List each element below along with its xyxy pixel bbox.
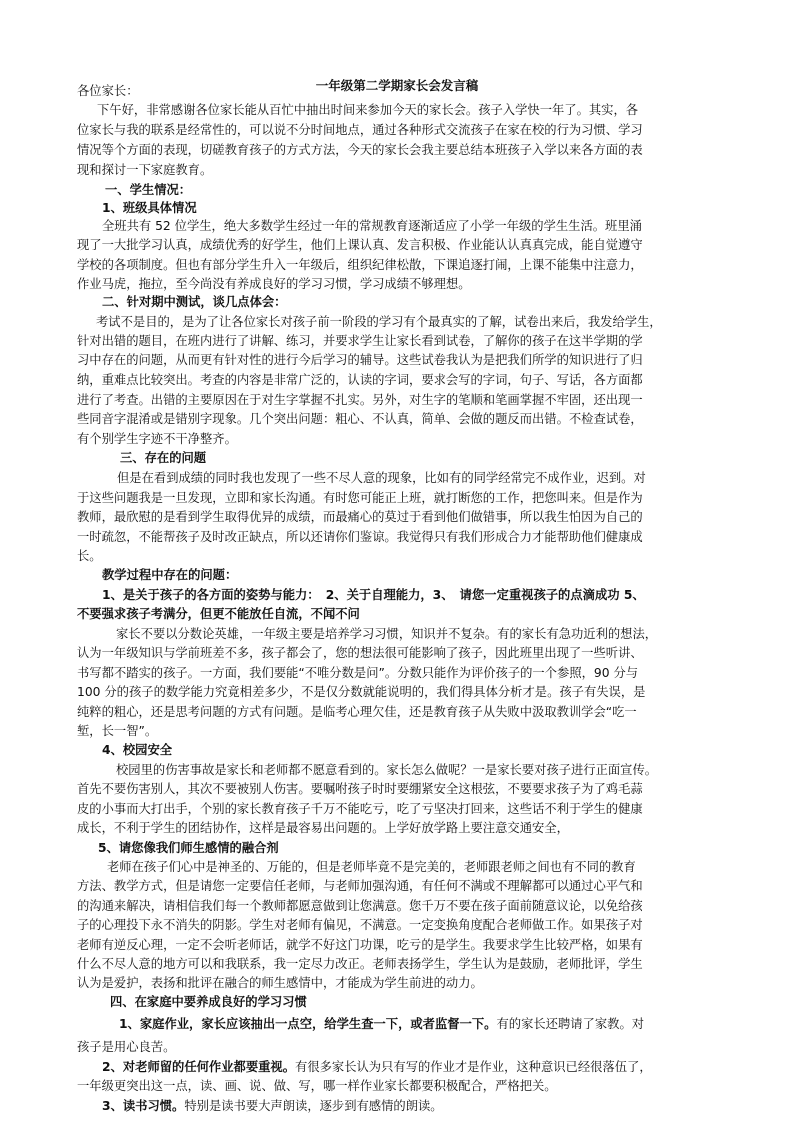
text-line (77, 236, 643, 255)
body-text: 一时疏忽，不能帮孩子及时改正缺点，所以还请你们鉴谅。我觉得只有我们形成合力才能帮助他们健康成 (77, 530, 643, 544)
body-text: 进行了考查。出错的主要原因在于对生字掌握不扎实。另外，对生字的笔顺和笔画掌握不牢固，还出现一 (77, 393, 643, 407)
body-text: 情况等个方面的表现，切磋教育孩子的方式方法，今天的家长会我主要总结本班孩子入学以来各方面的表 (77, 143, 643, 157)
text-line (77, 489, 643, 508)
body-text: 堑，长一智”。 (77, 724, 158, 738)
text-line (77, 644, 643, 663)
body-text: 各位家长： (77, 84, 139, 98)
body-text: 下午好，非常感谢各位家长能从百忙中抽出时间来参加今天的家长会。孩子入学快一年了。其实，各 (97, 103, 639, 117)
text-line (102, 586, 645, 605)
text-line (102, 217, 642, 236)
body-text: 于这些问题我是一旦发现，立即和家长沟通。有时您可能正上班，就打断您的工作，把您叫来。但是作为 (77, 491, 643, 505)
text-line (77, 161, 212, 180)
text-line (77, 547, 102, 566)
text-line (117, 469, 646, 488)
body-text: 现了一大批学习认真，成绩优秀的好学生，他们上课认真、发言积极、作业能认认真真完成，能自觉遵守 (77, 238, 643, 252)
text-line (77, 974, 483, 993)
text-line (77, 897, 643, 916)
text-line (102, 741, 172, 760)
heading-text: 二、针对期中测试，谈几点体会： (102, 295, 287, 309)
heading-text: 1、班级具体情况 (102, 201, 197, 215)
text-line (102, 566, 237, 585)
heading-text: 4、校园安全 (102, 743, 173, 757)
heading-text: 1、是关于孩子的各方面的姿势与能力： 2、关于自理能力，3、 请您一定重视孩子的点滴成功 5、 (102, 588, 645, 602)
text-line (96, 313, 662, 332)
body-text: 皮的小事而大打出手，个别的家长教育孩子千万不能吃亏，吃了亏坚决打回来，这些话不利于学生的健康 (77, 802, 643, 816)
heading-text: 三、存在的问题 (120, 451, 207, 465)
text-line (102, 1097, 443, 1116)
text-line (77, 936, 643, 955)
text-line (77, 528, 643, 547)
body-text: 孩子是用心良苦。 (77, 1040, 176, 1054)
body-text: 成长，不利于学生的团结协作，这样是最容易出问题的。上学好放学路上要注意交通安全， (77, 821, 569, 835)
text-line (77, 877, 643, 896)
body-text: 书写都不踏实的孩子。一方面，我们要能“不唯分数是问”。分数只能作为评价孩子的一个参照，90 分与 (77, 666, 639, 680)
heading-text: 一、学生情况： (105, 183, 192, 197)
body-text: 首先不要伤害别人，其次不要被别人伤害。要嘱咐孩子时时要绷紧安全这根弦，不要要求孩子为了鸡毛蒜 (77, 782, 643, 796)
body-text: 有很多家长认为只有写的作业才是作业，这种意识已经很落伍了， (295, 1060, 652, 1074)
text-line (77, 121, 643, 140)
body-text: 校园里的伤害事故是家长和老师都不愿意看到的。家长怎么做呢？一是家长要对孩子进行正面宣传。 (116, 763, 658, 777)
body-text: 习中存在的问题，从而更有针对性的进行今后学习的辅导。这些试卷我认为是把我们所学的知识进行了归 (77, 353, 643, 367)
text-line (119, 1015, 644, 1034)
text-line (77, 82, 139, 101)
text-line (77, 141, 643, 160)
text-line (77, 780, 643, 799)
body-text: 有个别学生字迹不干净整齐。 (77, 432, 237, 446)
heading-text: 3、读书习惯。 (102, 1099, 185, 1113)
body-text: 针对出错的题目，在班内进行了讲解、练习，并要求学生让家长看到试卷，了解你的孩子在这半学期的学 (77, 334, 643, 348)
body-text: 家长不要以分数论英雄，一年级主要是培养学习习惯，知识并不复杂。有的家长有急功近利的想法， (116, 627, 658, 641)
body-text: 全班共有 52 位学生，绝大多数学生经过一年的常规教育逐渐适应了小学一年级的学生生活。班里涌 (102, 219, 642, 233)
text-line (107, 858, 636, 877)
text-line (77, 332, 643, 351)
body-text: 认为一年级知识与学前班差不多，孩子都会了，您的想法很可能影响了孩子，因此班里出现了一些听讲、 (77, 646, 643, 660)
heading-text: 四、在家庭中要养成良好的学习习惯 (110, 995, 307, 1009)
text-line (77, 430, 237, 449)
text-line (77, 800, 643, 819)
text-line (77, 722, 157, 741)
body-text: 学校的各项制度。但也有部分学生升入一年级后，组织纪律松散，下课追逐打闹，上课不能集中注意力， (77, 258, 643, 272)
body-text: 作业马虎，拖拉，至今尚没有养成良好的学习习惯，学习成绩不够理想。 (77, 277, 471, 291)
text-line (77, 508, 643, 527)
text-line (77, 410, 643, 429)
body-text: 位家长与我的联系是经常性的，可以说不分时间地点，通过各种形式交流孩子在家在校的行为习惯、学习 (77, 123, 643, 137)
text-line (77, 664, 638, 683)
body-text: 老师在孩子们心中是神圣的、万能的，但是老师毕竟不是完美的，老师跟老师之间也有不同的教育 (107, 860, 636, 874)
body-text: 现和探讨一下家庭教育。 (77, 163, 213, 177)
text-line (77, 955, 643, 974)
document-title: 一年级第二学期家长会发言稿 (315, 78, 479, 93)
body-text: 认为是爱护，表扬和批评在融合的师生感情中，才能成为学生前进的动力。 (77, 976, 483, 990)
text-line (77, 703, 637, 722)
text-line (77, 605, 360, 624)
body-text: 考试不是目的，是为了让各位家长对孩子前一阶段的学习有个最真实的了解，试卷出来后，我发给学生， (96, 315, 662, 329)
body-text: 但是在看到成绩的同时我也发现了一些不尽人意的现象，比如有的同学经常完不成作业，迟到。对 (117, 471, 646, 485)
body-text: 些同音字混淆或是错别字现象。几个突出问题：粗心、不认真，简单、会做的题反而出错。不检查试卷， (77, 412, 643, 426)
heading-text: 1、家庭作业，家长应该抽出一点空，给学生查一下，或者监督一下。 (119, 1017, 497, 1031)
body-text: 长。 (77, 549, 102, 563)
text-line (77, 391, 643, 410)
heading-text: 5、请您像我们师生感情的融合剂 (98, 841, 279, 855)
body-text: 特别是读书要大声朗读，逐步到有感情的朗读。 (184, 1099, 443, 1113)
text-line (105, 181, 191, 200)
body-text: 100 分的孩子的数学能力究竟相差多少，不是仅分数就能说明的，我们得具体分析才是。孩子有失误，是 (77, 685, 646, 699)
body-text: 方法、教学方式，但是请您一定要信任老师，与老师加强沟通，有任何不满或不理解都可以通过心平气和 (77, 879, 643, 893)
text-line (77, 371, 643, 390)
text-line (102, 1058, 652, 1077)
text-line (77, 275, 471, 294)
text-line (77, 683, 645, 702)
text-line (102, 199, 197, 218)
text-line (116, 761, 657, 780)
text-line (116, 625, 657, 644)
text-line (97, 101, 638, 120)
heading-text: 教学过程中存在的问题： (102, 568, 238, 582)
heading-text: 不要强求孩子考满分，但更不能放任自流，不闻不问 (77, 607, 360, 621)
body-text: 纳，重难点比较突出。考查的内容是非常广泛的，认读的字词，要求会写的字词，句子、写话，各方面都 (77, 373, 643, 387)
text-line (98, 839, 279, 858)
body-text: 子的心理投下永不消失的阴影。学生对老师有偏见，不满意。一定变换角度配合老师做工作。如果孩子对 (77, 918, 643, 932)
body-text: 的沟通来解决，请相信我们每一个教师都愿意做到让您满意。您千万不要在孩子面前随意议论，以免给孩 (77, 899, 643, 913)
text-line (110, 993, 307, 1012)
text-line (77, 916, 643, 935)
text-line (102, 293, 286, 312)
body-text: 纯粹的粗心，还是思考问题的方式有问题。是临考心理欠佳，还是教育孩子从失败中汲取教训学会“吃一 (77, 705, 637, 719)
body-text: 教师，最欣慰的是看到学生取得优异的成绩，而最痛心的莫过于看到他们做错事，所以我生怕因为自己的 (77, 510, 643, 524)
text-line (77, 256, 643, 275)
text-line (77, 351, 643, 370)
body-text: 老师有逆反心理，一定不会听老师话，就学不好这门功课，吃亏的是学生。我要求学生比较严格，如果有 (77, 938, 643, 952)
text-line (120, 449, 206, 468)
text-line (77, 1077, 557, 1096)
body-text: 什么不尽人意的地方可以和我联系，我一定尽力改正。老师表扬学生，学生认为是鼓励，老师批评，学生 (77, 957, 643, 971)
heading-text: 2、对老师留的任何作业都要重视。 (102, 1060, 296, 1074)
text-line (77, 1038, 175, 1057)
text-line (77, 819, 569, 838)
body-text: 一年级更突出这一点，读、画、说、做、写，哪一样作业家长都要积极配合，严格把关。 (77, 1079, 557, 1093)
body-text: 有的家长还聘请了家教。对 (496, 1017, 645, 1031)
